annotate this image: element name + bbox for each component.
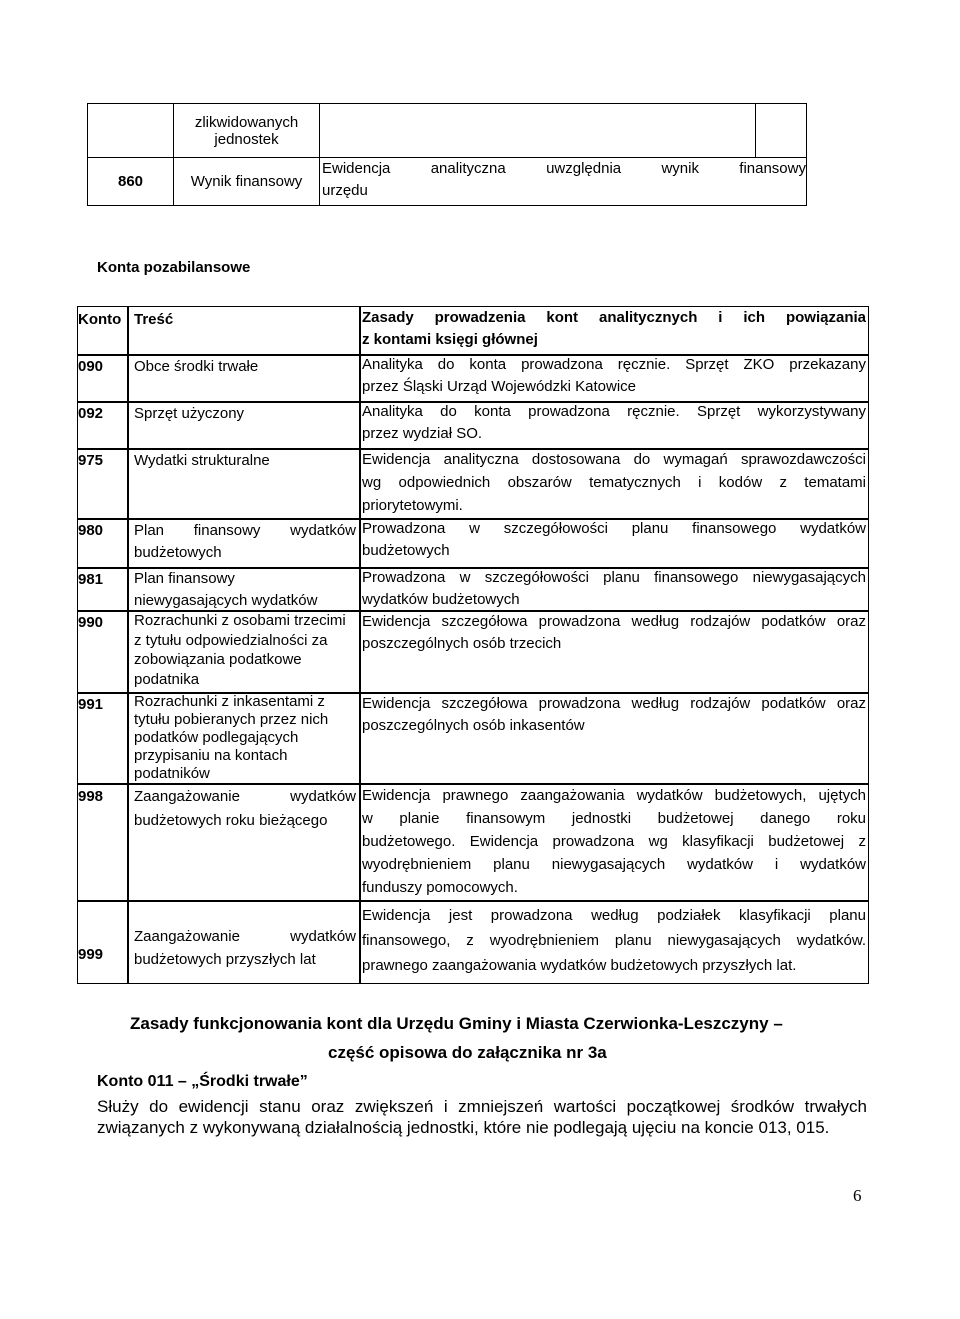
row-account: 991 [78, 696, 104, 713]
row-rules: Ewidencja analityczna dostosowana do wymagań sprawozdawczości wg odpowiednich obszarów tematycznych i kodów z tematami priorytetowymi. [362, 451, 866, 514]
row-rules: Ewidencja szczegółowa prowadzona według rodzajów podatków oraz poszczególnych osób trzecich [362, 613, 866, 652]
row-content: Plan finansowy wydatków budżetowych [134, 522, 356, 561]
row-content: Rozrachunki z osobami trzecimi z tytułu odpowiedzialności za zobowiązania podatkowe podatnika [134, 612, 346, 688]
row-account: 981 [78, 571, 104, 588]
row-content: Zaangażowanie wydatków budżetowych roku bieżącego [134, 788, 356, 829]
row-account: 980 [78, 522, 104, 539]
row-account: 092 [78, 405, 104, 422]
page-number: 6 [853, 1186, 862, 1205]
row-content: Sprzęt użyczony [134, 405, 245, 422]
row-content: Wydatki strukturalne [134, 452, 270, 469]
header-account: Konto [78, 311, 122, 328]
row-content: Plan finansowy niewygasających wydatków [134, 570, 318, 609]
row-account: 999 [78, 946, 104, 963]
row-rules: Ewidencja szczegółowa prowadzona według rodzajów podatków oraz poszczególnych osób inkasentów [362, 695, 866, 734]
row-account: 990 [78, 614, 104, 631]
top-table-cell [88, 104, 174, 158]
column-divider [359, 307, 361, 983]
top-table-content: Wynik finansowy [174, 158, 320, 206]
header-content: Treść [134, 311, 174, 328]
row-rules: Prowadzona w szczegółowości planu finansowego niewygasających wydatków budżetowych [362, 569, 866, 608]
column-divider [127, 307, 129, 983]
row-account: 090 [78, 358, 104, 375]
row-rules: Ewidencja prawnego zaangażowania wydatków budżetowych, ujętych w planie finansowym jednostki budżetowej danego roku budżetowego. Ewidencja prowadzona wg klasyfikacji budżetowej z wyodrębnieniem planu niewygasających wydatków i wydatków funduszy pomocowych. [362, 787, 866, 896]
document-subheading: część opisowa do załącznika nr 3a [328, 1043, 607, 1062]
header-rules: Zasady prowadzenia kont analitycznych i ich powiązania z kontami księgi głównej [362, 309, 866, 348]
row-rules: Analityka do konta prowadzona ręcznie. Sprzęt wykorzystywany przez wydział SO. [362, 403, 866, 442]
row-rules: Analityka do konta prowadzona ręcznie. Sprzęt ZKO przekazany przez Śląski Urząd Wojewódzki Katowice [362, 356, 866, 395]
row-account: 975 [78, 452, 104, 469]
row-divider [78, 900, 868, 902]
row-account: 998 [78, 788, 104, 805]
konto-description: Służy do ewidencji stanu oraz zwiększeń i zmniejszeń wartości początkowej środków trwałych związanych z wykonywaną działalnością jednostki, które nie podlegają ujęciu na koncie 013, 015. [97, 1097, 867, 1137]
top-table-rules: Ewidencja analityczna uwzględnia wynik finansowy urzędu [320, 158, 807, 206]
top-table [87, 103, 807, 206]
row-content: Obce środki trwałe [134, 358, 259, 375]
top-table-cell [320, 104, 756, 158]
row-rules: Ewidencja jest prowadzona według podziałek klasyfikacji planu finansowego, z wyodrębnieniem planu niewygasających wydatków. prawnego zaangażowania wydatków budżetowych przyszłych lat. [362, 907, 866, 974]
row-rules: Prowadzona w szczegółowości planu finansowego wydatków budżetowych [362, 520, 866, 559]
row-content: Zaangażowanie wydatków budżetowych przyszłych lat [134, 928, 356, 968]
section-title: Konta pozabilansowe [97, 259, 251, 276]
top-table-cell [756, 104, 807, 158]
konto-title: Konto 011 – „Środki trwałe” [97, 1073, 308, 1090]
document-heading: Zasady funkcjonowania kont dla Urzędu Gminy i Miasta Czerwionka-Leszczyny – [130, 1014, 783, 1033]
top-table-account: 860 [88, 158, 174, 206]
main-table [77, 306, 869, 984]
row-content: Rozrachunki z inkasentami z tytułu pobieranych przez nich podatków podlegających przypisaniu na kontach podatników [134, 693, 329, 782]
top-table-cell: zlikwidowanych jednostek [174, 104, 320, 158]
